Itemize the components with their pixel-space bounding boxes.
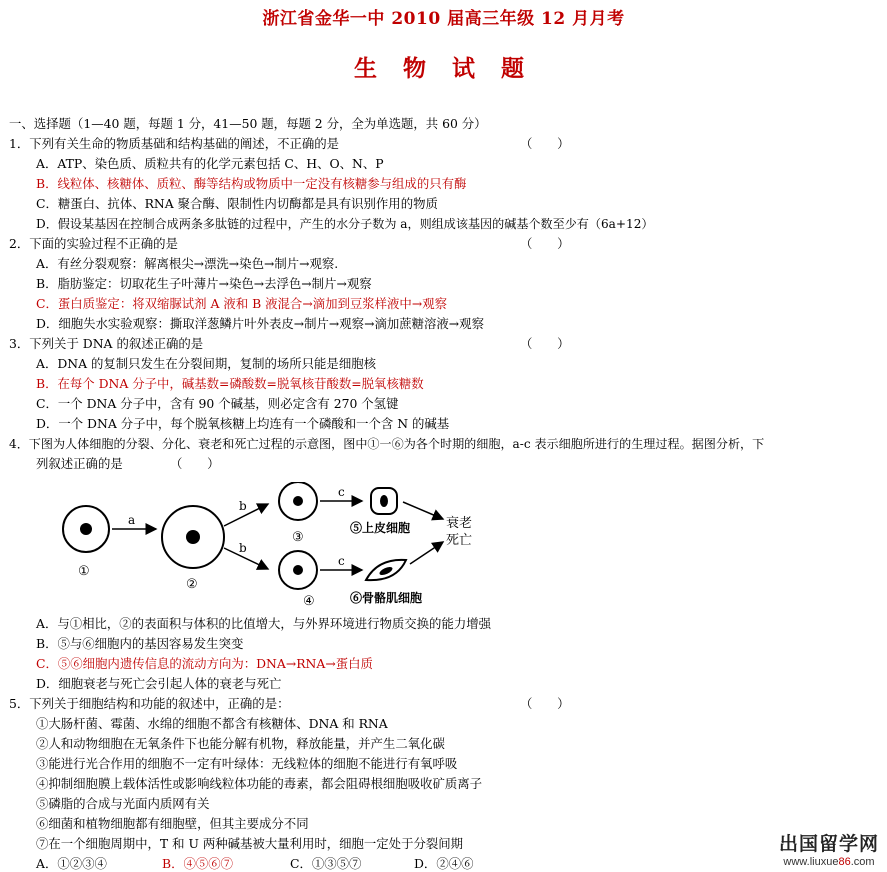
q4-option-c: C．⑤⑥细胞内遗传信息的流动方向为：DNA→RNA→蛋白质 <box>36 656 373 671</box>
q4-option-b: B．⑤与⑥细胞内的基因容易发生突变 <box>36 636 244 651</box>
cell-2-nucleus <box>186 530 200 544</box>
cell-process-diagram <box>60 482 500 610</box>
q1-option-a: A．ATP、染色质、质粒共有的化学元素包括 C、H、O、N、P <box>36 156 384 171</box>
q4-stem-line1: 4．下图为人体细胞的分裂、分化、衰老和死亡过程的示意图，图中①一⑥为各个时期的细胞，a-c 表示细胞所进行的生理过程。据图分析，下 <box>9 437 765 451</box>
arrow-b-bottom-label: b <box>239 541 247 555</box>
q5-answer-paren: （ ） <box>520 696 570 711</box>
watermark-name: 出国留学网 <box>778 833 879 855</box>
q5-statement-1: ①大肠杆菌、霉菌、水绵的细胞不都含有核糖体、DNA 和 RNA <box>36 716 388 731</box>
q2-option-c: C．蛋白质鉴定：将双缩脲试剂 A 液和 B 液混合→滴加到豆浆样液中→观察 <box>36 296 447 311</box>
arrow-c-top-label: c <box>338 485 345 499</box>
cell-5-nucleus <box>380 495 388 507</box>
q4-option-a: A．与①相比，②的表面积与体积的比值增大，与外界环境进行物质交换的能力增强 <box>36 616 492 631</box>
watermark-url <box>779 856 879 868</box>
arrow-c-bottom-label: c <box>338 554 345 568</box>
q5-statement-4: ④抑制细胞膜上载体活性或影响线粒体功能的毒素，都会阻碍根细胞吸收矿质离子 <box>36 776 483 791</box>
cell-3-label: ③ <box>292 530 304 545</box>
q5-statement-7: ⑦在一个细胞周期中，T 和 U 两种碱基被大量利用时，细胞一定处于分裂间期 <box>36 836 464 851</box>
q1-answer-paren: （ ） <box>520 136 570 151</box>
school-title: 浙江省金华一中 2010 届高三年级 12 月月考 <box>262 9 625 29</box>
q5-statement-6: ⑥细菌和植物细胞都有细胞壁，但其主要成分不同 <box>36 816 309 831</box>
watermark-url-highlight: 86 <box>838 856 851 868</box>
q2-option-d: D．细胞失水实验观察：撕取洋葱鳞片叶外表皮→制片→观察→滴加蔗糖溶液→观察 <box>36 316 484 331</box>
cell-4-nucleus <box>293 565 303 575</box>
cell-1-nucleus <box>80 523 92 535</box>
q3-option-c: C．一个 DNA 分子中，含有 90 个碱基，则必定含有 270 个氢键 <box>36 396 399 411</box>
q3-stem: 3．下列关于 DNA 的叙述正确的是 <box>9 336 204 351</box>
cell-6-label: ⑥骨骼肌细胞 <box>350 591 423 605</box>
q2-option-a: A．有丝分裂观察：解离根尖→漂洗→染色→制片→观察. <box>36 256 339 271</box>
q1-option-c: C．糖蛋白、抗体、RNA 聚合酶、限制性内切酶都是具有识别作用的物质 <box>36 196 438 211</box>
q4-stem-line2: 列叙述正确的是 <box>36 456 123 471</box>
cell-3-nucleus <box>293 496 303 506</box>
cell-1-label: ① <box>78 564 90 579</box>
fate-label-death: 死亡 <box>446 533 473 548</box>
q1-option-d: D．假设某基因在控制合成两条多肽链的过程中，产生的水分子数为 a，则组成该基因的碱基个数至少有（6a+12） <box>36 217 654 231</box>
watermark-url-suffix: .com <box>850 856 875 868</box>
q5-statement-3: ③能进行光合作用的细胞不一定有叶绿体：无线粒体的细胞不能进行有氧呼吸 <box>36 756 458 771</box>
q5-option-c: C．①③⑤⑦ <box>290 856 362 871</box>
q2-answer-paren: （ ） <box>520 236 570 251</box>
q1-option-b: B．线粒体、核糖体、质粒、酶等结构或物质中一定没有核糖参与组成的只有酶 <box>36 176 467 191</box>
cell-5-label: ⑤上皮细胞 <box>350 521 411 535</box>
arrow-b-top-label: b <box>239 499 247 513</box>
q2-stem: 2．下面的实验过程不正确的是 <box>9 236 178 251</box>
fate-label-aging: 衰老 <box>446 516 473 531</box>
q5-statement-5: ⑤磷脂的合成与光面内质网有关 <box>36 796 210 811</box>
q5-stem: 5．下列关于细胞结构和功能的叙述中，正确的是： <box>9 696 290 711</box>
section-heading: 一、选择题（1—40 题，每题 1 分，41—50 题，每题 2 分，全为单选题，共 60 分） <box>9 116 487 131</box>
arrow-5-to-fate <box>403 502 443 519</box>
cell-4-label: ④ <box>303 594 315 609</box>
site-watermark <box>779 829 879 868</box>
q4-answer-paren: （ ） <box>170 456 220 471</box>
q5-option-a: A．①②③④ <box>36 856 107 871</box>
arrow-6-to-fate <box>410 542 443 564</box>
cell-2-label: ② <box>186 577 198 592</box>
q3-option-a: A．DNA 的复制只发生在分裂间期，复制的场所只能是细胞核 <box>36 356 376 371</box>
q3-option-d: D．一个 DNA 分子中，每个脱氧核糖上均连有一个磷酸和一个含 N 的碱基 <box>36 416 450 431</box>
q4-option-d: D．细胞衰老与死亡会引起人体的衰老与死亡 <box>36 676 282 691</box>
arrow-a-label: a <box>128 513 136 527</box>
q3-option-b: B．在每个 DNA 分子中，碱基数=磷酸数=脱氧核苷酸数=脱氧核糖数 <box>36 376 424 391</box>
q5-option-b: B．④⑤⑥⑦ <box>162 856 234 871</box>
subject-title: 生 物 试 题 <box>353 55 534 82</box>
q3-answer-paren: （ ） <box>520 336 570 351</box>
q5-option-d: D．②④⑥ <box>414 856 474 871</box>
q1-stem: 1．下列有关生命的物质基础和结构基础的阐述，不正确的是 <box>9 136 340 151</box>
watermark-url-prefix: www.liuxue <box>783 856 839 868</box>
q2-option-b: B．脂肪鉴定：切取花生子叶薄片→染色→去浮色→制片→观察 <box>36 276 372 291</box>
q5-statement-2: ②人和动物细胞在无氧条件下也能分解有机物，释放能量，并产生二氧化碳 <box>36 736 445 751</box>
